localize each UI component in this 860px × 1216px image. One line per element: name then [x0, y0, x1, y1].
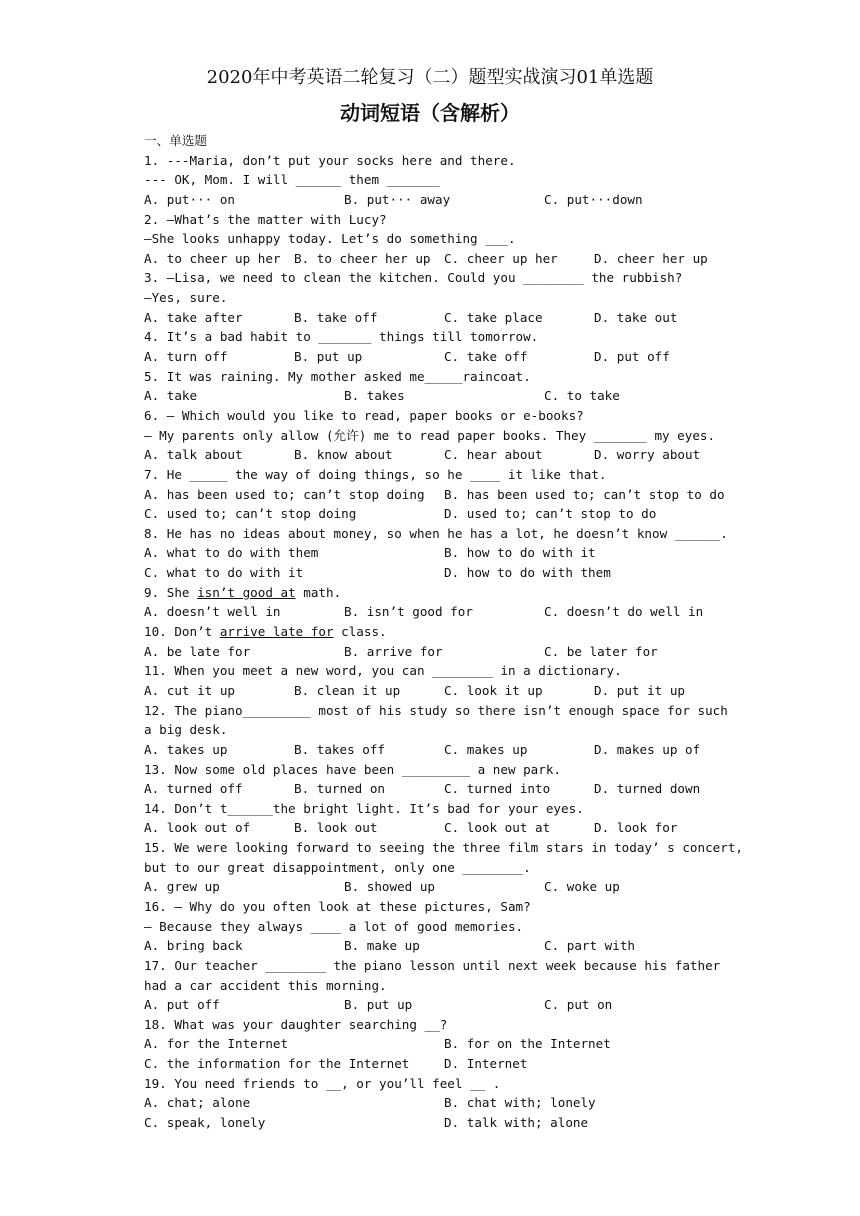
answer-option: B. has been used to; can’t stop to do	[444, 486, 725, 502]
answer-option: D. talk with; alone	[444, 1115, 589, 1131]
options-row	[144, 740, 724, 760]
answer-option: B. put··· away	[344, 191, 451, 207]
question-line: 5. It was raining. My mother asked me_____raincoat.	[144, 368, 531, 384]
question-line: 19. You need friends to __, or you’ll feel __ .	[144, 1075, 501, 1091]
answer-option: C. woke up	[544, 879, 620, 895]
options-row	[144, 877, 724, 897]
answer-option: C. put···down	[544, 191, 643, 207]
underlined-phrase: isn’t good at	[197, 584, 296, 600]
question-line: --- OK, Mom. I will ______ them _______	[144, 172, 440, 188]
answer-option: A. doesn’t well in	[144, 604, 281, 620]
options-row	[144, 818, 724, 838]
answer-option: D. put it up	[594, 682, 685, 698]
answer-option: A. look out of	[144, 820, 251, 836]
answer-option: A. bring back	[144, 938, 243, 954]
answer-option: D. how to do with them	[444, 565, 611, 581]
question-line: 11. When you meet a new word, you can ________ in a dictionary.	[144, 663, 622, 679]
answer-option: C. cheer up her	[444, 250, 558, 266]
options-row	[144, 1113, 724, 1133]
answer-option: B. how to do with it	[444, 545, 596, 561]
answer-option: A. what to do with them	[144, 545, 319, 561]
answer-option: A. take after	[144, 309, 243, 325]
options-row	[144, 642, 724, 662]
options-row	[144, 190, 724, 210]
answer-option: C. the information for the Internet	[144, 1056, 410, 1072]
question-line: a big desk.	[144, 722, 228, 738]
answer-option: A. has been used to; can’t stop doing	[144, 486, 425, 502]
question-line: — My parents only allow (允许) me to read paper books. They _______ my eyes.	[144, 427, 716, 443]
answer-option: D. makes up of	[594, 741, 701, 757]
answer-option: C. speak, lonely	[144, 1115, 266, 1131]
question-text-pre: 9. She	[144, 584, 198, 600]
options-row	[144, 485, 724, 505]
question-line: but to our great disappointment, only one ________.	[144, 859, 531, 875]
answer-option: D. used to; can’t stop to do	[444, 506, 657, 522]
answer-option: C. take place	[444, 309, 543, 325]
options-row	[144, 445, 724, 465]
answer-option: B. take off	[294, 309, 378, 325]
answer-option: B. for on the Internet	[444, 1036, 611, 1052]
question-line	[144, 622, 724, 642]
answer-option: A. talk about	[144, 447, 243, 463]
answer-option: B. chat with; lonely	[444, 1095, 596, 1111]
answer-option: B. takes off	[294, 741, 385, 757]
answer-option: D. cheer her up	[594, 250, 708, 266]
question-line: had a car accident this morning.	[144, 977, 387, 993]
options-row	[144, 1054, 724, 1074]
question-text-pre: 10. Don’t	[144, 624, 220, 640]
question-line: 1. ---Maria, don’t put your socks here and there.	[144, 152, 516, 168]
options-row	[144, 347, 724, 367]
underlined-phrase: arrive late for	[219, 624, 334, 640]
answer-option: B. put up	[344, 997, 413, 1013]
question-line: — Because they always ____ a lot of good memories.	[144, 918, 524, 934]
answer-option: D. look for	[594, 820, 678, 836]
question-line: 14. Don’t t______the bright light. It’s bad for your eyes.	[144, 800, 584, 816]
question-line: 13. Now some old places have been _________ a new park.	[144, 761, 562, 777]
question-line: 17. Our teacher ________ the piano lesson until next week because his father	[144, 957, 721, 973]
answer-option: B. isn’t good for	[344, 604, 473, 620]
answer-option: B. put up	[294, 349, 363, 365]
document-subtitle: 动词短语（含解析）	[340, 101, 520, 125]
answer-option: B. showed up	[344, 879, 435, 895]
options-row	[144, 504, 724, 524]
options-row	[144, 936, 724, 956]
answer-option: C. turned into	[444, 781, 551, 797]
question-line: 4. It’s a bad habit to _______ things till tomorrow.	[144, 329, 539, 345]
question-line: —She looks unhappy today. Let’s do something ___.	[144, 231, 516, 247]
options-row	[144, 681, 724, 701]
options-row	[144, 563, 724, 583]
answer-option: D. Internet	[444, 1056, 528, 1072]
answer-option: B. know about	[294, 447, 393, 463]
question-line: 2. —What’s the matter with Lucy?	[144, 211, 387, 227]
question-line: 8. He has no ideas about money, so when he has a lot, he doesn’t know ______.	[144, 525, 728, 541]
answer-option: C. to take	[544, 388, 620, 404]
answer-option: C. doesn’t do well in	[544, 604, 704, 620]
answer-option: A. chat; alone	[144, 1095, 251, 1111]
answer-option: B. look out	[294, 820, 378, 836]
answer-option: A. take	[144, 388, 198, 404]
options-row	[144, 602, 724, 622]
answer-option: D. worry about	[594, 447, 701, 463]
answer-option: A. cut it up	[144, 682, 235, 698]
answer-option: C. makes up	[444, 741, 528, 757]
question-line: 18. What was your daughter searching __?	[144, 1016, 448, 1032]
question-line: 7. He _____ the way of doing things, so he ____ it like that.	[144, 466, 607, 482]
answer-option: B. make up	[344, 938, 420, 954]
answer-option: B. clean it up	[294, 682, 401, 698]
answer-option: C. put on	[544, 997, 613, 1013]
options-row	[144, 308, 724, 328]
question-line: —Yes, sure.	[144, 290, 228, 306]
answer-option: A. takes up	[144, 741, 228, 757]
question-line: 12. The piano_________ most of his study so there isn’t enough space for such	[144, 702, 728, 718]
question-line: 16. — Why do you often look at these pictures, Sam?	[144, 898, 531, 914]
answer-option: A. grew up	[144, 879, 220, 895]
answer-option: A. be late for	[144, 643, 251, 659]
answer-option: A. to cheer up her	[144, 250, 281, 266]
answer-option: B. to cheer her up	[294, 250, 431, 266]
question-line: 3. —Lisa, we need to clean the kitchen. Could you ________ the rubbish?	[144, 270, 683, 286]
answer-option: C. used to; can’t stop doing	[144, 506, 357, 522]
answer-option: C. be later for	[544, 643, 658, 659]
answer-option: A. turned off	[144, 781, 243, 797]
options-row	[144, 1093, 724, 1113]
options-row	[144, 386, 724, 406]
question-line: 15. We were looking forward to seeing the three film stars in today’ s concert,	[144, 840, 743, 856]
options-row	[144, 779, 724, 799]
answer-option: D. put off	[594, 349, 670, 365]
answer-option: B. takes	[344, 388, 405, 404]
question-line	[144, 583, 724, 603]
question-line: 6. — Which would you like to read, paper books or e-books?	[144, 407, 584, 423]
answer-option: C. take off	[444, 349, 528, 365]
answer-option: A. put off	[144, 997, 220, 1013]
answer-option: C. look out at	[444, 820, 551, 836]
options-row	[144, 543, 724, 563]
answer-option: B. turned on	[294, 781, 385, 797]
answer-option: D. turned down	[594, 781, 701, 797]
answer-option: A. turn off	[144, 349, 228, 365]
options-row	[144, 1034, 724, 1054]
question-text-post: math.	[295, 584, 342, 600]
document-title: 2020年中考英语二轮复习（二）题型实战演习01单选题	[206, 67, 654, 88]
options-row	[144, 995, 724, 1015]
answer-option: D. take out	[594, 309, 678, 325]
answer-option: C. hear about	[444, 447, 543, 463]
answer-option: C. what to do with it	[144, 565, 304, 581]
section-heading: 一、单选题	[144, 133, 207, 148]
answer-option: A. for the Internet	[144, 1036, 289, 1052]
question-list	[144, 131, 743, 1133]
answer-option: C. part with	[544, 938, 635, 954]
question-text-post: class.	[333, 624, 387, 640]
answer-option: A. put··· on	[144, 191, 235, 207]
answer-option: C. look it up	[444, 682, 543, 698]
options-row	[144, 249, 724, 269]
answer-option: B. arrive for	[344, 643, 443, 659]
